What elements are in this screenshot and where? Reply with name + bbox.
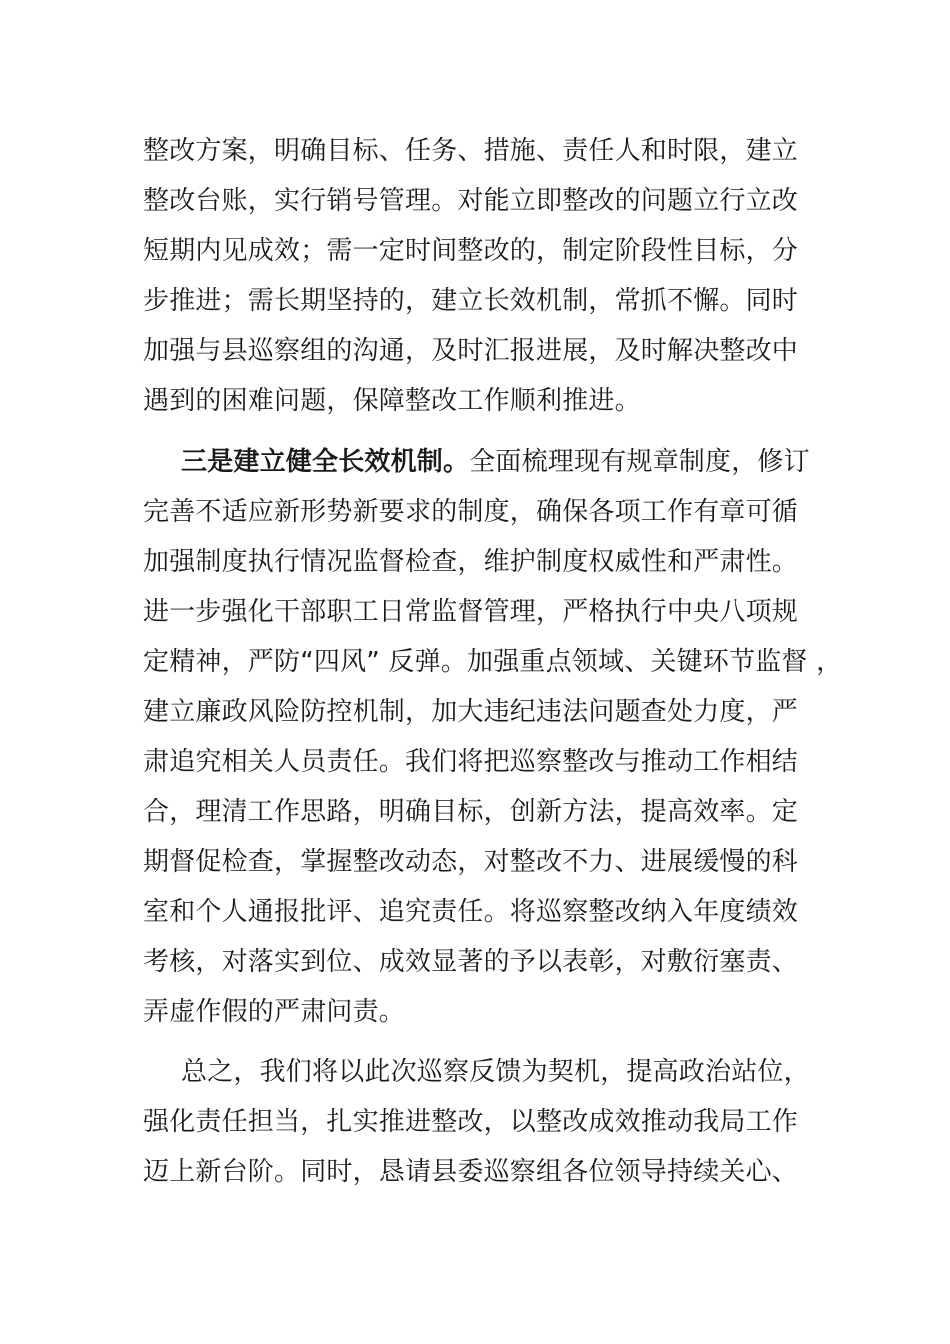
text-line: 合，理清工作思路，明确目标，创新方法，提高效率。定 bbox=[143, 797, 799, 827]
text-line: 整改台账，实行销号管理。对能立即整改的问题立行立改 bbox=[143, 186, 799, 216]
text-line: 加强制度执行情况监督检查，维护制度权威性和严肃性。 bbox=[143, 547, 799, 577]
text-line: 加强与县巡察组的沟通，及时汇报进展，及时解决整改中 bbox=[143, 336, 799, 366]
text-line: 期督促检查，掌握整改动态，对整改不力、进展缓慢的科 bbox=[143, 847, 799, 877]
text-line: 肃追究相关人员责任。我们将把巡察整改与推动工作相结 bbox=[143, 747, 799, 777]
text-line: 考核，对落实到位、成效显著的予以表彰，对敷衍塞责、 bbox=[143, 947, 799, 977]
paragraph-heading: 三是建立健全长效机制。 bbox=[181, 447, 470, 477]
heading-continuation: 全面梳理现有规章制度，修订 bbox=[469, 447, 810, 477]
text-line: 进一步强化干部职工日常监督管理，严格执行中央八项规 bbox=[143, 597, 799, 627]
text-line-first: 总之，我们将以此次巡察反馈为契机，提高政治站位， bbox=[181, 1057, 810, 1087]
text-line-first bbox=[143, 437, 843, 487]
paragraph-conclusion bbox=[143, 1047, 843, 1197]
text-line: 迈上新台阶。同时，恳请县委巡察组各位领导持续关心、 bbox=[143, 1157, 799, 1187]
text-line: 弄虚作假的严肃问责。 bbox=[143, 997, 406, 1027]
text-line: 整改方案，明确目标、任务、措施、责任人和时限，建立 bbox=[143, 136, 799, 166]
text-line: 遇到的困难问题，保障整改工作顺利推进。 bbox=[143, 386, 641, 416]
text-line: 建立廉政风险防控机制，加大违纪违法问题查处力度，严 bbox=[143, 697, 799, 727]
text-line: 步推进；需长期坚持的，建立长效机制，常抓不懈。同时 bbox=[143, 286, 799, 316]
text-line: 定精神，严防“四风” 反弹。加强重点领域、关键环节监督 ， bbox=[143, 647, 843, 677]
paragraph-long-term-mechanism bbox=[143, 437, 843, 1037]
text-line: 强化责任担当，扎实推进整改，以整改成效推动我局工作 bbox=[143, 1107, 799, 1137]
text-line: 完善不适应新形势新要求的制度，确保各项工作有章可循 bbox=[143, 497, 799, 527]
text-line: 短期内见成效；需一定时间整改的，制定阶段性目标，分 bbox=[143, 236, 799, 266]
text-line: 室和个人通报批评、追究责任。将巡察整改纳入年度绩效 bbox=[143, 897, 799, 927]
paragraph-rectification-plan bbox=[143, 126, 843, 426]
